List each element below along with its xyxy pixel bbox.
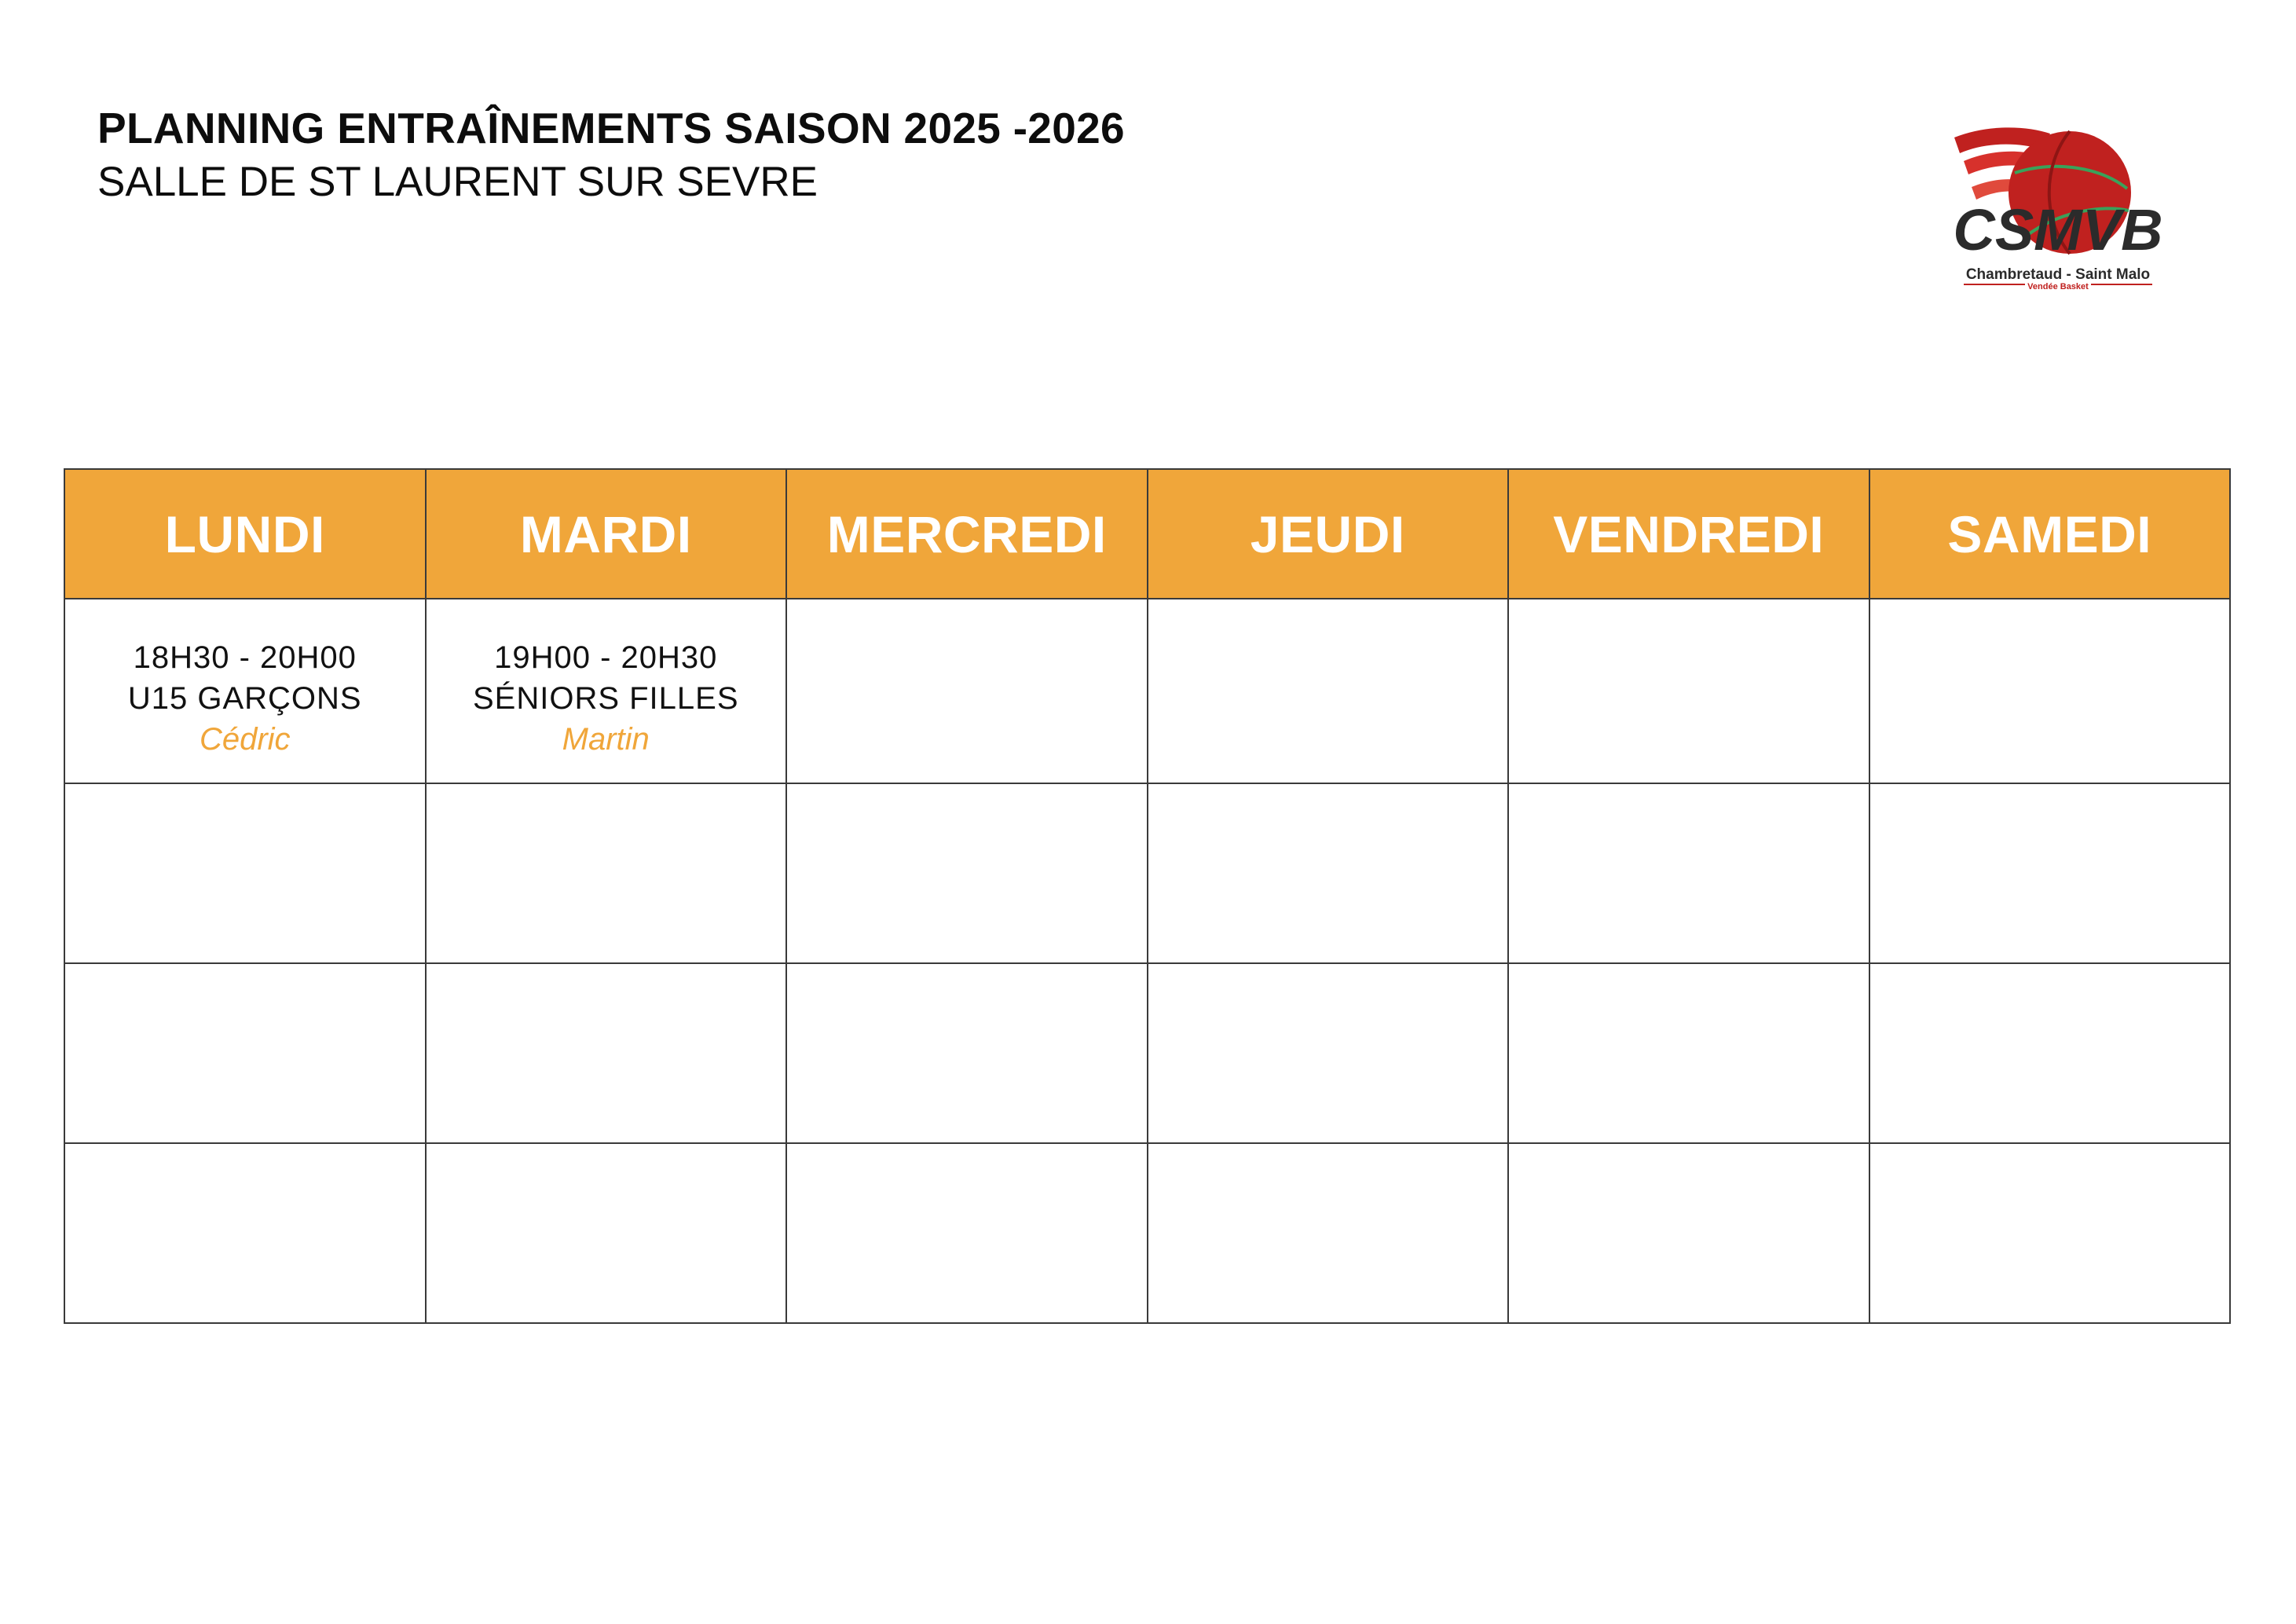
- schedule-cell: [64, 1143, 426, 1323]
- day-header-samedi: SAMEDI: [1869, 469, 2231, 599]
- schedule-cell: [64, 963, 426, 1143]
- page-title: PLANNING ENTRAÎNEMENTS SAISON 2025 -2026: [97, 104, 1125, 152]
- logo-subtitle: Chambretaud - Saint Malo: [1965, 266, 2151, 283]
- table-row: [64, 963, 2230, 1143]
- schedule-cell: [786, 1143, 1148, 1323]
- schedule-cell: [64, 599, 426, 783]
- day-header-lundi: LUNDI: [64, 469, 426, 599]
- schedule-cell: [1148, 1143, 1509, 1323]
- slot-coach: Martin: [562, 722, 650, 757]
- table-row: [64, 1143, 2230, 1323]
- schedule-cell: [1508, 963, 1869, 1143]
- club-logo: [1940, 118, 2176, 314]
- schedule-table: [64, 468, 2231, 1324]
- schedule-cell: [64, 783, 426, 963]
- schedule-cell: [1148, 963, 1509, 1143]
- schedule-cell: [786, 599, 1148, 783]
- schedule-cell: [426, 963, 787, 1143]
- training-slot: [65, 599, 425, 760]
- table-row: [64, 783, 2230, 963]
- day-header-mercredi: MERCREDI: [786, 469, 1148, 599]
- schedule-cell: [1148, 783, 1509, 963]
- day-header-jeudi: JEUDI: [1148, 469, 1509, 599]
- slot-group: SÉNIORS FILLES: [472, 681, 739, 716]
- schedule-cell: [1869, 783, 2231, 963]
- day-header-mardi: MARDI: [426, 469, 787, 599]
- schedule-cell: [786, 963, 1148, 1143]
- schedule-cell: [1869, 963, 2231, 1143]
- schedule-cell: [1508, 599, 1869, 783]
- table-row: [64, 599, 2230, 783]
- schedule-cell: [786, 783, 1148, 963]
- slot-coach: Cédric: [199, 722, 291, 757]
- slot-time: 19H00 - 20H30: [494, 640, 718, 675]
- slot-group: U15 GARÇONS: [127, 681, 362, 716]
- page-subtitle: SALLE DE ST LAURENT SUR SEVRE: [97, 159, 818, 205]
- day-header-row: [64, 469, 2230, 599]
- schedule-cell: [1869, 599, 2231, 783]
- schedule-cell: [1508, 1143, 1869, 1323]
- day-header-vendredi: VENDREDI: [1508, 469, 1869, 599]
- training-slot: [427, 599, 786, 760]
- logo-tagline: Vendée Basket: [2027, 282, 2089, 291]
- schedule-cell: [1869, 1143, 2231, 1323]
- schedule-cell: [1508, 783, 1869, 963]
- schedule-cell: [426, 1143, 787, 1323]
- schedule-cell: [1148, 599, 1509, 783]
- schedule-cell: [426, 783, 787, 963]
- schedule-cell: [426, 599, 787, 783]
- slot-time: 18H30 - 20H00: [133, 640, 357, 675]
- page-header: [97, 101, 1125, 209]
- logo-wordmark: CSMVB: [1953, 197, 2163, 262]
